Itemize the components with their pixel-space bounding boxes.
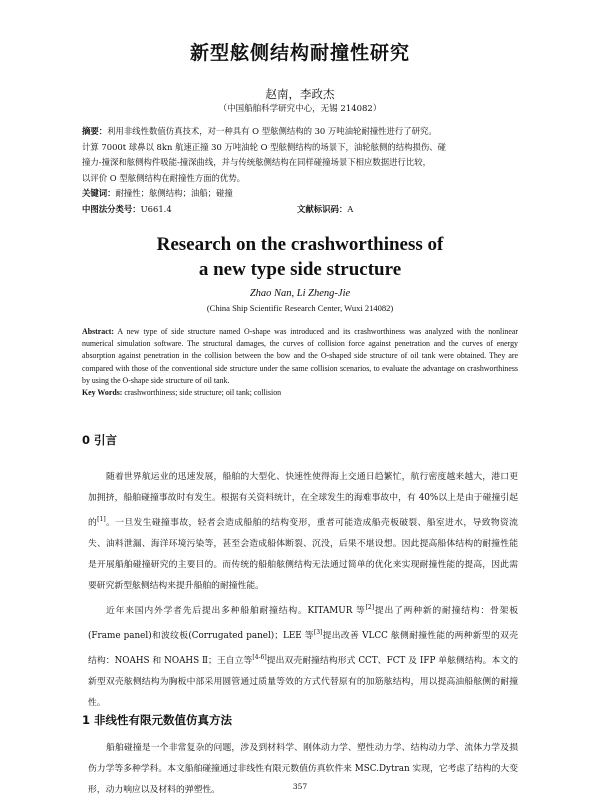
- abstract-cn-line: 撞力-撞深和舷侧构件吸能-撞深曲线，并与传统舷侧结构在同样碰撞场景下相应数据进行比较，: [82, 157, 432, 167]
- paragraph: 随着世界航运业的迅速发展，船舶的大型化、快速性使得海上交通日趋繁忙，航行密度越来越大，港口更加拥挤，船舶碰撞事故时有发生。根据有关资料统计，在全球发生的海难事故中，有 40%以上是由于碰撞引起的[1]。一旦发生碰撞事故，轻者会造成船舶的结构变形，重者可能造成船壳板破裂、船室进水，导致物资流失、油料泄漏、海洋环境污染等，甚至会造成船体断裂、沉没，后果不堪设想。因此提高船体结构的耐撞性能是开展船舶碰撞研究的主要目的。而传统的船舶舷侧结构无法通过简单的优化来实现耐撞性能的提高，因此需要研究新型舷侧结构来提升船舶的耐撞性能。: [88, 472, 518, 591]
- page-number: 357: [292, 782, 308, 791]
- paragraph: 近年来国内外学者先后提出多种船舶耐撞结构。KITAMUR 等[2]提出了两种新的耐撞结构：骨架板(Frame panel)和波纹板(Corrugated panel)；LEE 等[3]提出改善 VLCC 舷侧耐撞性能的两种新型的双壳结构：NOAHS 和 NOAHS Ⅱ；王自立等[4-6]提出双壳耐撞结构形式 CCT、FCT 及 IFP 单舷侧结构。本文的新型双壳舷侧结构为胸板中部采用圆管通过质量等效的方式代替原有的加筋舷结构，用以提高油船舷侧的耐撞性。: [88, 603, 518, 708]
- paper-title-cn: 新型舷侧结构耐撞性研究: [189, 42, 410, 64]
- affiliation-en: (China Ship Scientific Research Center, Wuxi 214082): [206, 303, 394, 313]
- abstract-en: Abstract: A new type of side structure named O-shape was introduced and its crashworthiness was analyzed with the nonlinear numerical simulation software. The structural damages, the curves of collision force against penetration and the curves of energy absorption against penetration in the collision between the bow and the O-shaped side structure of oil tank were obtained. They are compared with those of the conventional side structure under the same collision scenarios, to evaluate the advantage on crashworthiness by using the O-shape side structure of oil tank. Key Words: crashworthiness; side structure; oil tank; collision: [82, 326, 518, 399]
- section-heading-method: 1 非线性有限元数值仿真方法: [82, 713, 233, 727]
- abstract-cn-line: 计算 7000t 球鼻以 8kn 航速正撞 30 万吨油轮 O 型舷侧结构的场景下，油轮舷侧的结构损伤、碰: [82, 141, 447, 152]
- section-method-body: [88, 738, 518, 801]
- keywords-cn-label: 关键词：: [82, 188, 116, 198]
- authors-cn: 赵南，李政杰: [265, 87, 335, 101]
- section-introduction-body: [88, 467, 518, 714]
- section-heading-introduction: 0 引言: [82, 433, 118, 447]
- paragraph: 船舶碰撞是一个非常复杂的问题，涉及到材料学、刚体动力学、塑性动力学、结构动力学、流体力学及损伤力学等多种学科。本文船舶碰撞通过非线性有限元数值仿真软件来 MSC.Dytran 实现，它考虑了结构的大变形，动力响应以及材料的弹塑性。: [88, 743, 518, 795]
- abstract-en-label: Abstract:: [82, 327, 114, 336]
- authors-en: Zhao Nan, Li Zheng-Jie: [249, 288, 351, 299]
- paper-title-en: Research on the crashworthiness of a new type side structure: [156, 234, 444, 280]
- abstract-cn-label: 摘要：: [82, 126, 108, 136]
- abstract-cn-line: 摘要：利用非线性数值仿真技术，对一种具有 O 型舷侧结构的 30 万吨油轮耐撞性进行了研究。: [82, 126, 437, 136]
- abstract-cn: [82, 124, 502, 217]
- doc-code-cn: 文献标识码：A: [297, 203, 354, 214]
- keywords-en: Key Words: crashworthiness; side structure; oil tank; collision: [82, 388, 282, 398]
- affiliation-cn: （中国船舶科学研究中心，无锡 214082）: [218, 104, 382, 114]
- abstract-cn-line: 以评价 O 型舷侧结构在耐撞性方面的优势。: [82, 172, 245, 183]
- keywords-cn: 关键词：耐撞性；舷侧结构；油船；碰撞: [82, 188, 233, 198]
- classification-cn-label: 中图法分类号：: [82, 203, 141, 214]
- classification-cn: 中图法分类号：U661.4 文献标识码：A: [82, 202, 502, 218]
